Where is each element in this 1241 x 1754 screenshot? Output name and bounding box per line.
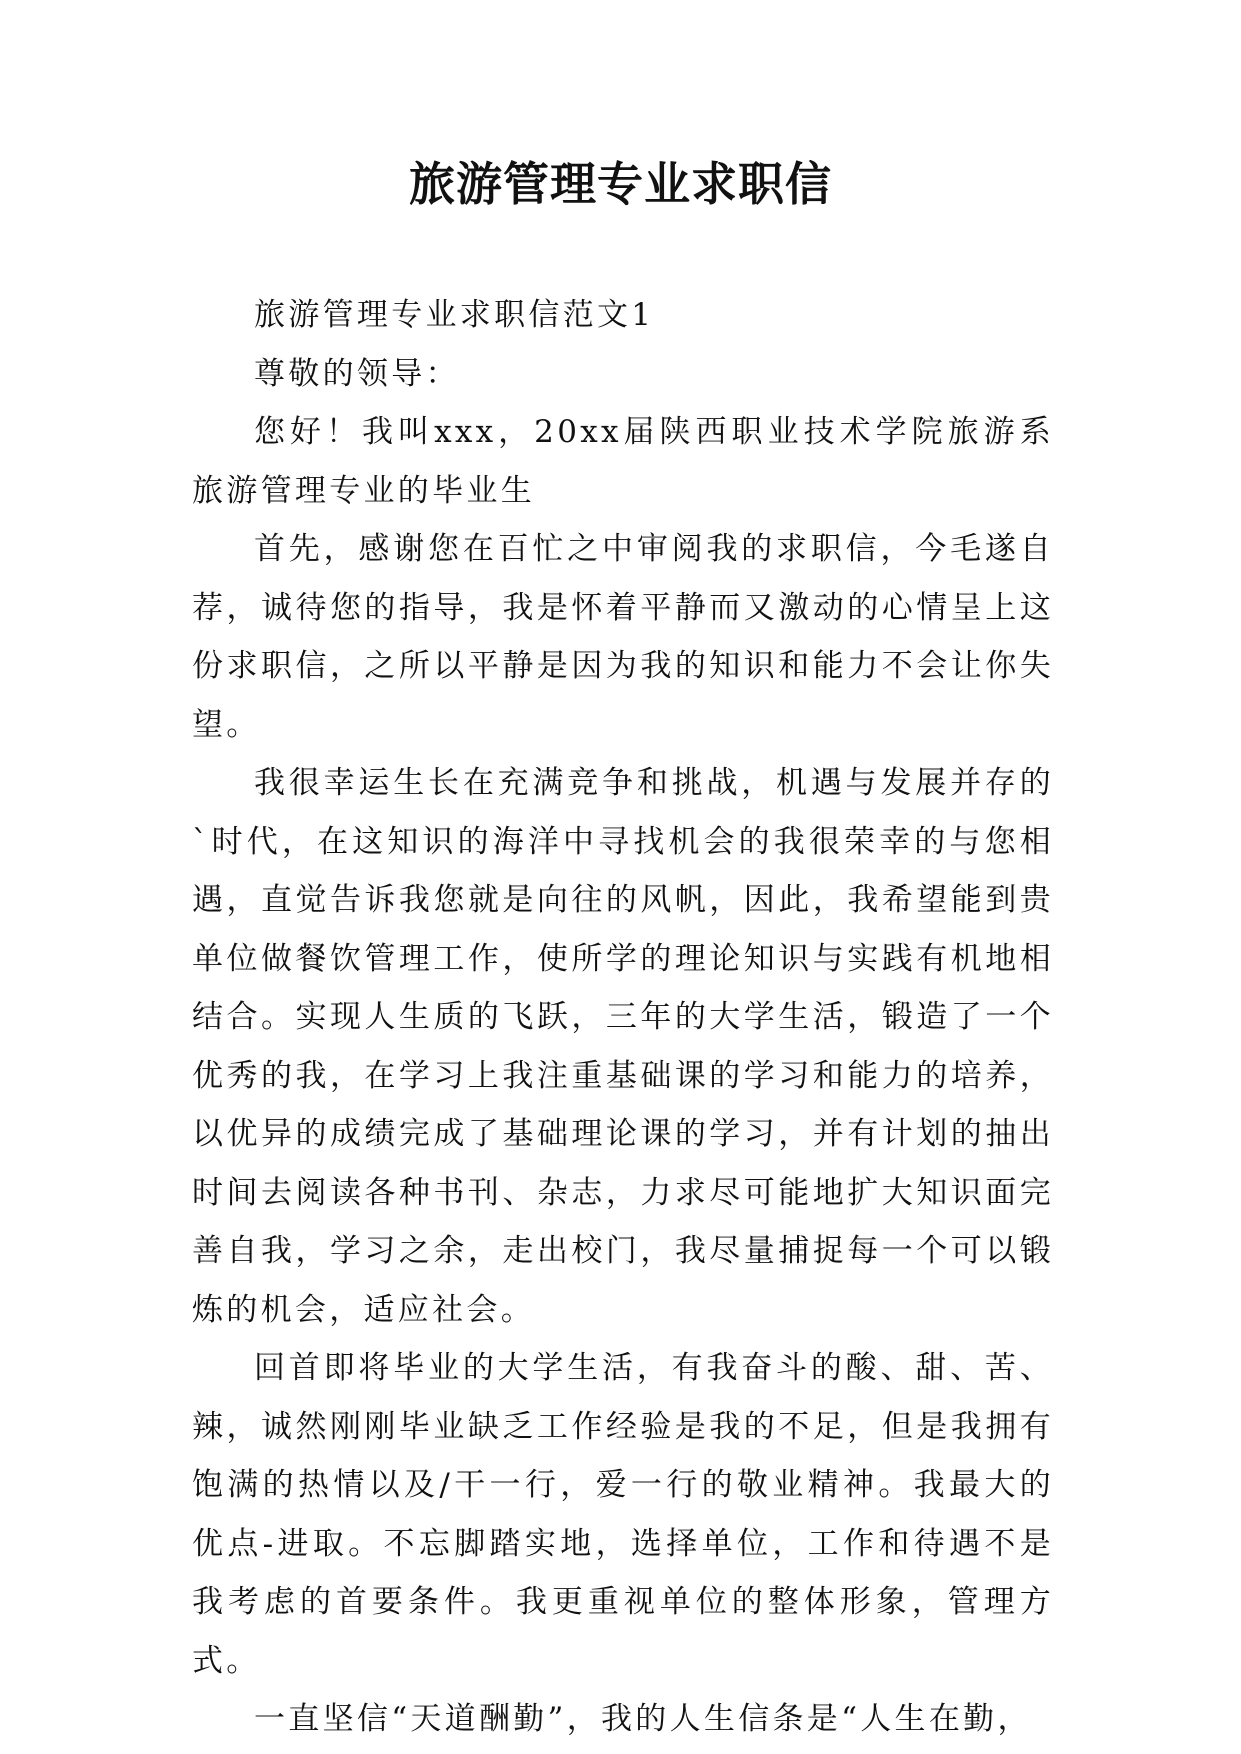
paragraph-greeting: 您好！我叫xxx，20xx届陕西职业技术学院旅游系旅游管理专业的毕业生 [192,414,1054,509]
paragraph-salutation: 尊敬的领导： [254,355,460,392]
paragraph-heading: 旅游管理专业求职信范文1 [254,297,655,333]
document-body [192,286,1054,1749]
paragraph-background: 我很幸运生长在充满竞争和挑战，机遇与发展并存的`时代，在这知识的海洋中寻找机会的我很荣幸的与您相遇，直觉告诉我您就是向往的风帆，因此，我希望能到贵单位做餐饮管理工作，使所学的理论知识与实践有机地相结合。实现人生质的飞跃，三年的大学生活，锻造了一个优秀的我，在学习上我注重基础课的学习和能力的培养，以优异的成绩完成了基础理论课的学习，并有计划的抽出时间去阅读各种书刊、杂志，力求尽可能地扩大知识面完善自我，学习之余，走出校门，我尽量捕捉每一个可以锻炼的机会，适应社会。 [192,765,1054,1328]
paragraph-gratitude: 首先，感谢您在百忙之中审阅我的求职信，今毛遂自荐，诚待您的指导，我是怀着平静而又激动的心情呈上这份求职信，之所以平静是因为我的知识和能力不会让你失望。 [192,531,1054,743]
paragraph-motto: 一直坚信“天道酬勤”，我的人生信条是“人生在勤， [254,1701,1032,1737]
paragraph-reflection: 回首即将毕业的大学生活，有我奋斗的酸、甜、苦、辣，诚然刚刚毕业缺乏工作经验是我的不足，但是我拥有饱满的热情以及/干一行，爱一行的敬业精神。我最大的优点-进取。不忘脚踏实地，选择单位，工作和待遇不是我考虑的首要条件。我更重视单位的整体形象，管理方式。 [192,1350,1054,1679]
document-title: 旅游管理专业求职信 [409,157,832,211]
